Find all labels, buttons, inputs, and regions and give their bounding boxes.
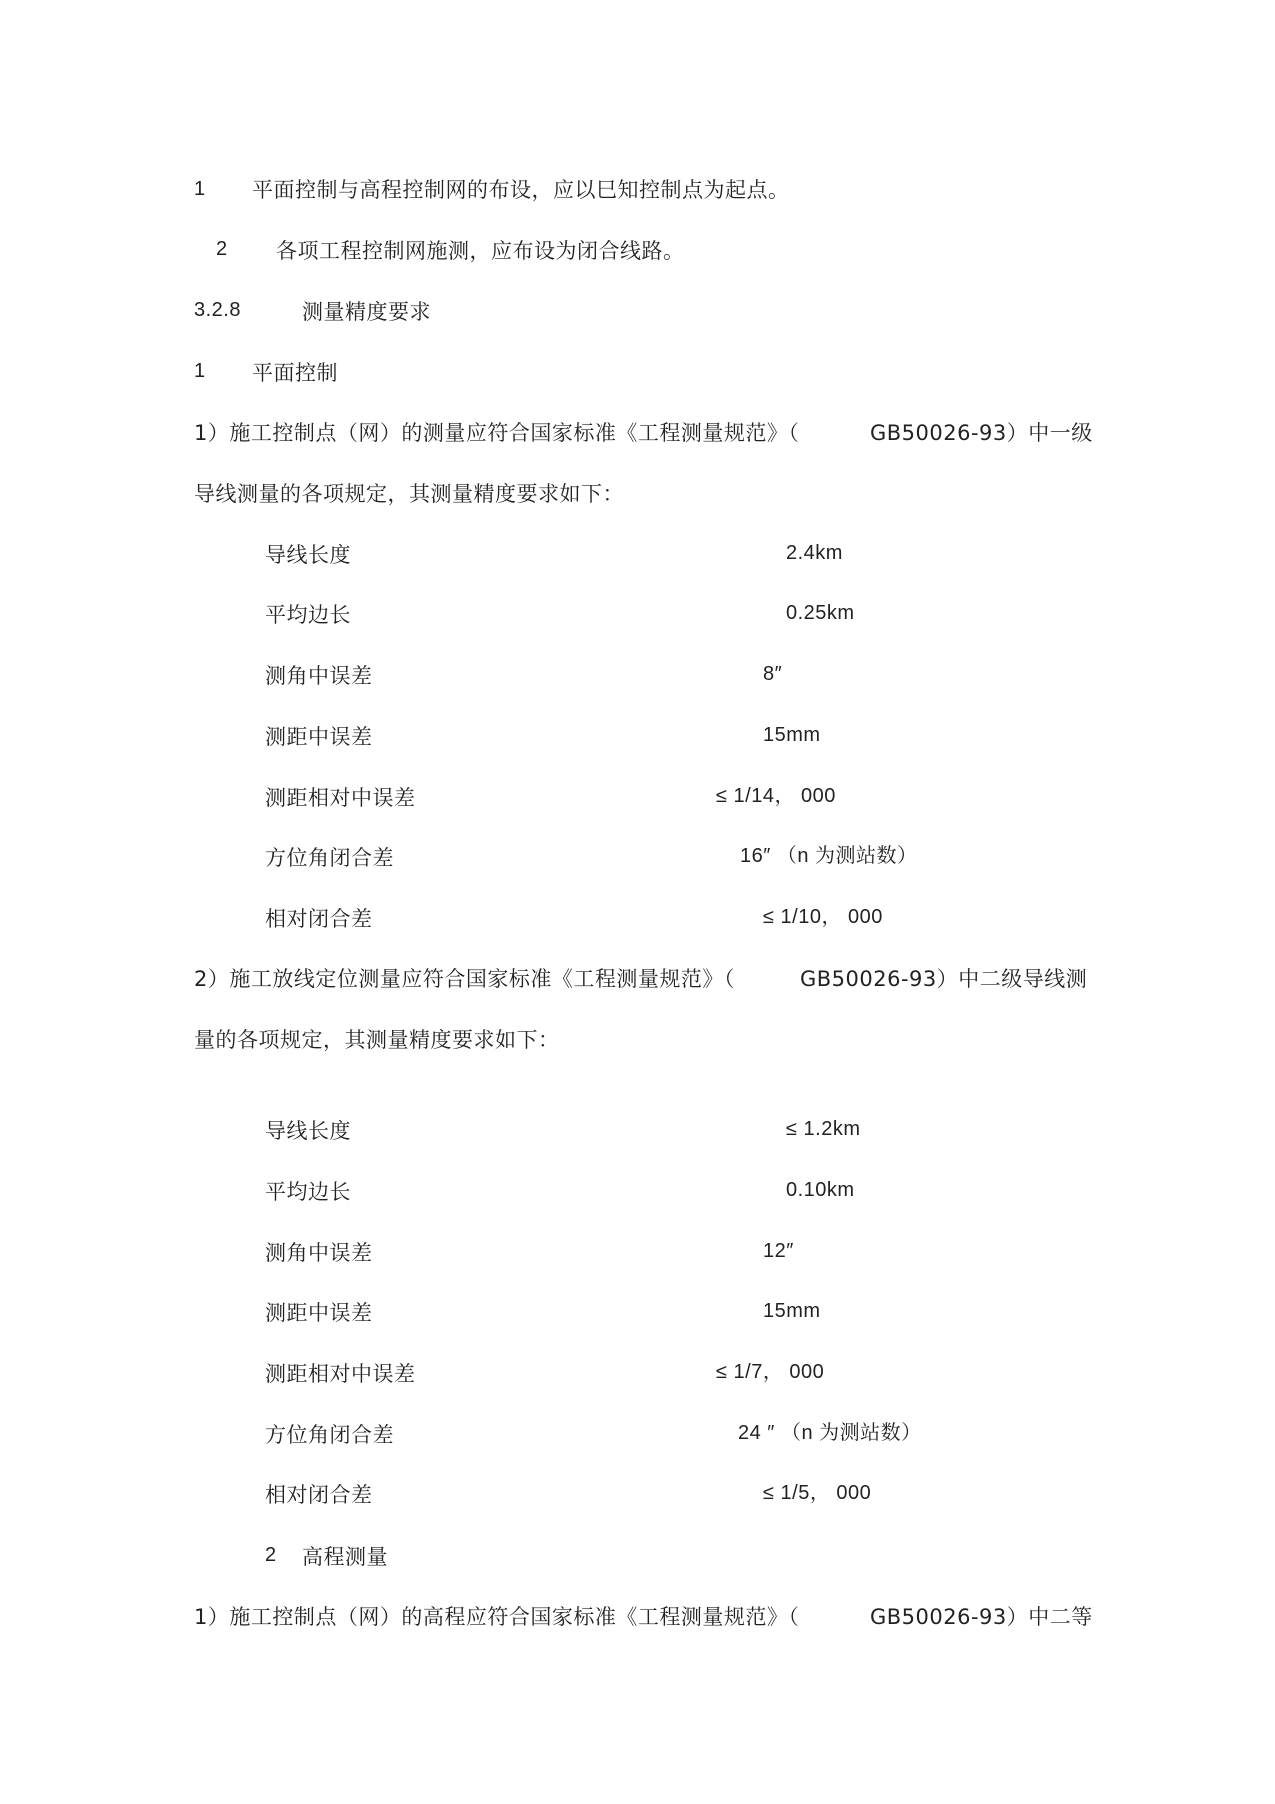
spec-label: 测角中误差 [265, 1241, 373, 1265]
subsection-number: 2 [265, 1544, 277, 1566]
subsection-title: 高程测量 [302, 1545, 388, 1569]
spec-value: 2.4km [786, 542, 843, 564]
item-text: 各项工程控制网施测，应布设为闭合线路。 [276, 239, 685, 263]
spec-value: 12″ [763, 1240, 794, 1262]
spec-value: 15mm [763, 1300, 821, 1322]
paragraph-text: 1）施工控制点（网）的测量应符合国家标准《工程测量规范》（ [194, 421, 800, 445]
spec-value: ≤ 1/14， 000 [716, 785, 836, 807]
spec-label: 导线长度 [265, 1119, 351, 1143]
spec-label: 相对闭合差 [265, 1483, 373, 1507]
paragraph-text: GB50026-93）中二等 [870, 1605, 1093, 1629]
spec-label: 测角中误差 [265, 664, 373, 688]
spec-label: 方位角闭合差 [265, 846, 394, 870]
spec-label: 导线长度 [265, 543, 351, 567]
spec-label: 平均边长 [265, 1180, 351, 1204]
spec-value: 0.25km [786, 602, 855, 624]
spec-value: ≤ 1/10， 000 [763, 906, 883, 928]
section-title: 测量精度要求 [302, 300, 431, 324]
spec-value: ≤ 1/5， 000 [763, 1482, 872, 1504]
spec-label: 平均边长 [265, 603, 351, 627]
spec-value: 0.10km [786, 1179, 855, 1201]
paragraph-text: GB50026-93）中二级导线测 [800, 967, 1088, 991]
spec-value: 15mm [763, 724, 821, 746]
paragraph-text: 1）施工控制点（网）的高程应符合国家标准《工程测量规范》（ [194, 1605, 800, 1629]
spec-label: 测距中误差 [265, 1301, 373, 1325]
spec-value: 8″ [763, 663, 783, 685]
spec-value: ≤ 1.2km [786, 1118, 861, 1140]
spec-label: 测距中误差 [265, 725, 373, 749]
item-number: 1 [194, 178, 206, 200]
spec-label: 相对闭合差 [265, 907, 373, 931]
spec-value: 16″ （n 为测站数） [740, 845, 918, 867]
subsection-title: 平面控制 [252, 361, 338, 385]
paragraph-text: 导线测量的各项规定，其测量精度要求如下： [194, 482, 624, 506]
item-text: 平面控制与高程控制网的布设，应以巳知控制点为起点。 [252, 178, 790, 202]
paragraph-text: 量的各项规定，其测量精度要求如下： [194, 1028, 560, 1052]
subsection-number: 1 [194, 360, 206, 382]
spec-label: 测距相对中误差 [265, 1362, 416, 1386]
spec-label: 测距相对中误差 [265, 786, 416, 810]
spec-value: ≤ 1/7， 000 [716, 1361, 825, 1383]
paragraph-text: GB50026-93）中一级 [870, 421, 1093, 445]
spec-label: 方位角闭合差 [265, 1423, 394, 1447]
section-number: 3.2.8 [194, 299, 241, 321]
paragraph-text: 2）施工放线定位测量应符合国家标准《工程测量规范》（ [194, 967, 735, 991]
item-number: 2 [216, 238, 228, 260]
spec-value: 24 ″ （n 为测站数） [738, 1422, 922, 1444]
